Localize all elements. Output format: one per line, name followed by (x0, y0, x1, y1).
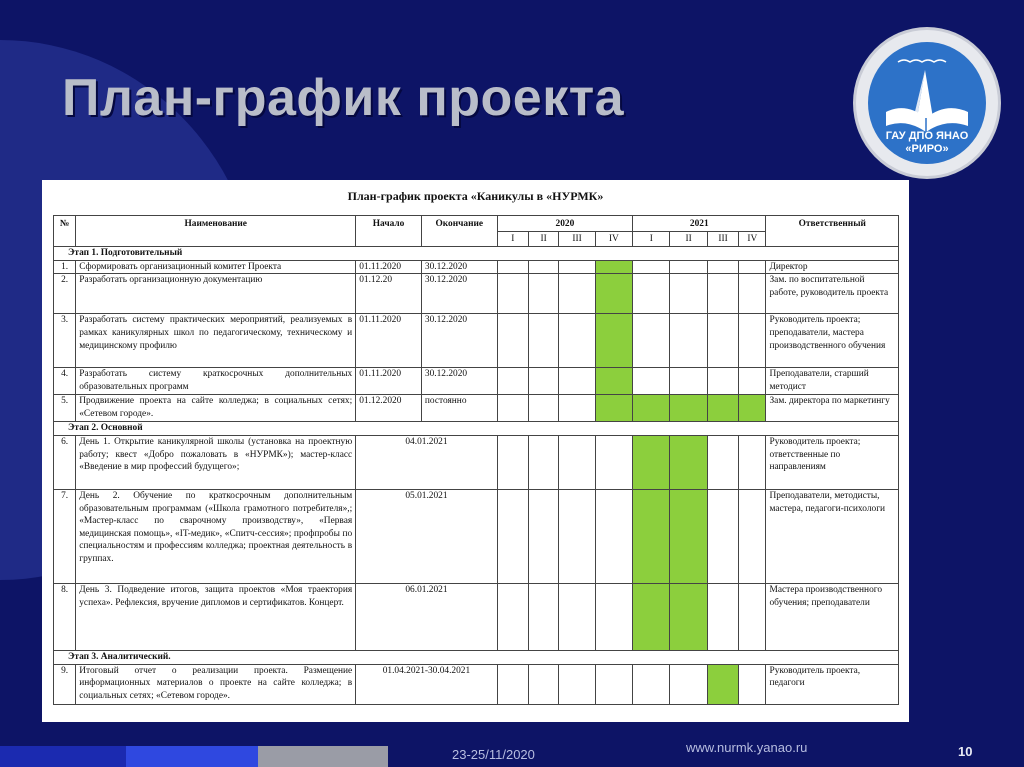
task-responsible: Зам. по воспитательной работе, руководитель проекта (766, 274, 899, 314)
quarter-header: II (670, 231, 707, 247)
timeline-cell-active (707, 664, 738, 704)
task-row (54, 368, 899, 395)
quarter-header: III (559, 231, 595, 247)
task-date: 05.01.2021 (356, 489, 497, 583)
timeline-cell (707, 368, 738, 395)
task-responsible: Преподаватели, методисты, мастера, педагоги-психологи (766, 489, 899, 583)
timeline-cell (529, 314, 559, 368)
task-name: Итоговый отчет о реализации проекта. Размещение информационных материалов о проекте на сайте колледжа; в социальных сетях; «Сетевом городе». (76, 664, 356, 704)
timeline-cell (739, 583, 766, 650)
timeline-cell (529, 664, 559, 704)
footer-segment-3 (258, 746, 388, 767)
timeline-cell (739, 368, 766, 395)
timeline-cell (559, 274, 595, 314)
quarter-header: I (633, 231, 670, 247)
timeline-cell (670, 368, 707, 395)
task-row (54, 314, 899, 368)
quarter-header: IV (739, 231, 766, 247)
timeline-cell (595, 583, 632, 650)
timeline-cell (707, 583, 738, 650)
slide-title: План-график проекта (62, 69, 625, 127)
task-end: 30.12.2020 (421, 368, 497, 395)
header-name: Наименование (76, 216, 356, 247)
task-name: День 2. Обучение по краткосрочным дополнительным образовательным программам («Школа грамотного потребителя»,; «Мастер-класс по сварочному производству», «Первая медицинская помощь», «IT-медик», «Спитч-сессия»; профпробы по специальностям и профессиям колледжа; проектная деятельность в группах. (76, 489, 356, 583)
task-row (54, 395, 899, 422)
footer-url[interactable]: www.nurmk.yanao.ru (686, 740, 808, 755)
timeline-cell (559, 489, 595, 583)
timeline-cell-active (633, 435, 670, 489)
task-name: Сформировать организационный комитет Проекта (76, 260, 356, 274)
stage-row (54, 247, 899, 261)
timeline-cell-active (707, 395, 738, 422)
task-responsible: Зам. директора по маркетингу (766, 395, 899, 422)
timeline-cell (670, 274, 707, 314)
timeline-cell (707, 260, 738, 274)
task-date: 01.04.2021-30.04.2021 (356, 664, 497, 704)
timeline-cell-active (633, 489, 670, 583)
timeline-cell (633, 274, 670, 314)
task-responsible: Директор (766, 260, 899, 274)
logo-emblem (868, 42, 986, 164)
task-number: 2. (54, 274, 76, 314)
timeline-cell (497, 314, 528, 368)
page-number: 10 (958, 744, 973, 759)
task-responsible: Преподаватели, старший методист (766, 368, 899, 395)
task-responsible: Руководитель проекта; ответственные по направлениям (766, 435, 899, 489)
timeline-cell (529, 489, 559, 583)
document-title: План-график проекта «Каникулы в «НУРМК» (347, 189, 604, 203)
timeline-cell (497, 664, 528, 704)
stage-label: Этап 2. Основной (54, 422, 899, 436)
timeline-cell (497, 489, 528, 583)
timeline-cell (559, 314, 595, 368)
quarter-header: III (707, 231, 738, 247)
task-name: Продвижение проекта на сайте колледжа; в социальных сетях; «Сетевом городе». (76, 395, 356, 422)
timeline-cell-active (595, 314, 632, 368)
timeline-cell (670, 664, 707, 704)
stage-label: Этап 1. Подготовительный (54, 247, 899, 261)
timeline-cell (633, 664, 670, 704)
task-end: 30.12.2020 (421, 314, 497, 368)
timeline-cell (559, 664, 595, 704)
riro-logo (856, 30, 998, 176)
task-date: 04.01.2021 (356, 435, 497, 489)
task-responsible: Руководитель проекта, педагоги (766, 664, 899, 704)
timeline-cell (529, 274, 559, 314)
timeline-cell (707, 314, 738, 368)
task-name: Разработать организационную документацию (76, 274, 356, 314)
timeline-cell (633, 260, 670, 274)
task-row (54, 664, 899, 704)
timeline-cell-active (670, 395, 707, 422)
project-schedule-table (53, 215, 899, 705)
task-number: 3. (54, 314, 76, 368)
timeline-cell-active (739, 395, 766, 422)
timeline-cell (707, 435, 738, 489)
timeline-cell-active (670, 435, 707, 489)
quarter-header: I (497, 231, 528, 247)
task-name: Разработать систему практических мероприятий, реализуемых в рамках каникулярных школ по педагогическому, техническому и медицинскому профилю (76, 314, 356, 368)
timeline-cell-active (670, 583, 707, 650)
header-end: Окончание (421, 216, 497, 247)
timeline-cell-active (633, 395, 670, 422)
header-year-2021: 2021 (633, 216, 766, 232)
task-name: День 1. Открытие каникулярной школы (установка на проектную работу; квест «Добро пожаловать в «НУРМК»); мастер-класс «Введение в мир профессий будущего»; (76, 435, 356, 489)
header-responsible: Ответственный (766, 216, 899, 247)
task-number: 8. (54, 583, 76, 650)
timeline-cell (739, 274, 766, 314)
task-date: 06.01.2021 (356, 583, 497, 650)
timeline-cell-active (670, 489, 707, 583)
task-number: 4. (54, 368, 76, 395)
timeline-cell (739, 260, 766, 274)
timeline-cell (739, 435, 766, 489)
timeline-cell (497, 260, 528, 274)
task-start: 01.12.2020 (356, 395, 422, 422)
task-responsible: Руководитель проекта; преподаватели, мастера производственного обучения (766, 314, 899, 368)
timeline-cell (529, 395, 559, 422)
footer-segment-1 (0, 746, 126, 767)
task-start: 01.11.2020 (356, 314, 422, 368)
timeline-cell (529, 583, 559, 650)
timeline-cell-active (595, 368, 632, 395)
timeline-cell-active (633, 583, 670, 650)
timeline-cell (595, 435, 632, 489)
stage-label: Этап 3. Аналитический. (54, 650, 899, 664)
timeline-cell (559, 435, 595, 489)
task-end: постоянно (421, 395, 497, 422)
task-name: Разработать систему краткосрочных дополнительных образовательных программ (76, 368, 356, 395)
timeline-cell-active (595, 395, 632, 422)
timeline-cell (739, 314, 766, 368)
header-start: Начало (356, 216, 422, 247)
task-row (54, 435, 899, 489)
task-start: 01.12.20 (356, 274, 422, 314)
timeline-cell (529, 368, 559, 395)
timeline-cell (497, 274, 528, 314)
timeline-cell (559, 395, 595, 422)
timeline-cell (739, 664, 766, 704)
task-row (54, 489, 899, 583)
logo-line2: «РИРО» (905, 143, 949, 155)
task-number: 5. (54, 395, 76, 422)
task-row (54, 274, 899, 314)
task-name: День 3. Подведение итогов, защита проектов «Моя траектория успеха». Рефлексия, вручение дипломов и сертификатов. Концерт. (76, 583, 356, 650)
stage-row (54, 650, 899, 664)
stage-row (54, 422, 899, 436)
project-plan-document (42, 180, 909, 722)
timeline-cell (497, 368, 528, 395)
logo-line1: ГАУ ДПО ЯНАО (885, 130, 969, 142)
timeline-cell (529, 435, 559, 489)
quarter-header: IV (595, 231, 632, 247)
timeline-cell (707, 274, 738, 314)
task-end: 30.12.2020 (421, 274, 497, 314)
timeline-cell (559, 368, 595, 395)
footer-date: 23-25/11/2020 (452, 747, 535, 762)
task-responsible: Мастера производственного обучения; преподаватели (766, 583, 899, 650)
timeline-cell (633, 314, 670, 368)
task-row (54, 583, 899, 650)
timeline-cell (559, 260, 595, 274)
footer-segment-2 (126, 746, 258, 767)
quarter-header: II (529, 231, 559, 247)
timeline-cell (497, 583, 528, 650)
timeline-cell (595, 664, 632, 704)
timeline-cell (670, 314, 707, 368)
task-start: 01.11.2020 (356, 260, 422, 274)
timeline-cell (595, 489, 632, 583)
task-number: 9. (54, 664, 76, 704)
timeline-cell (529, 260, 559, 274)
timeline-cell (739, 489, 766, 583)
timeline-cell-active (595, 260, 632, 274)
task-start: 01.11.2020 (356, 368, 422, 395)
task-row (54, 260, 899, 274)
task-end: 30.12.2020 (421, 260, 497, 274)
timeline-cell (633, 368, 670, 395)
timeline-cell-active (595, 274, 632, 314)
header-year-2020: 2020 (497, 216, 632, 232)
timeline-cell (559, 583, 595, 650)
timeline-cell (497, 435, 528, 489)
task-number: 6. (54, 435, 76, 489)
task-number: 7. (54, 489, 76, 583)
header-num: № (54, 216, 76, 247)
timeline-cell (670, 260, 707, 274)
timeline-cell (497, 395, 528, 422)
timeline-cell (707, 489, 738, 583)
task-number: 1. (54, 260, 76, 274)
